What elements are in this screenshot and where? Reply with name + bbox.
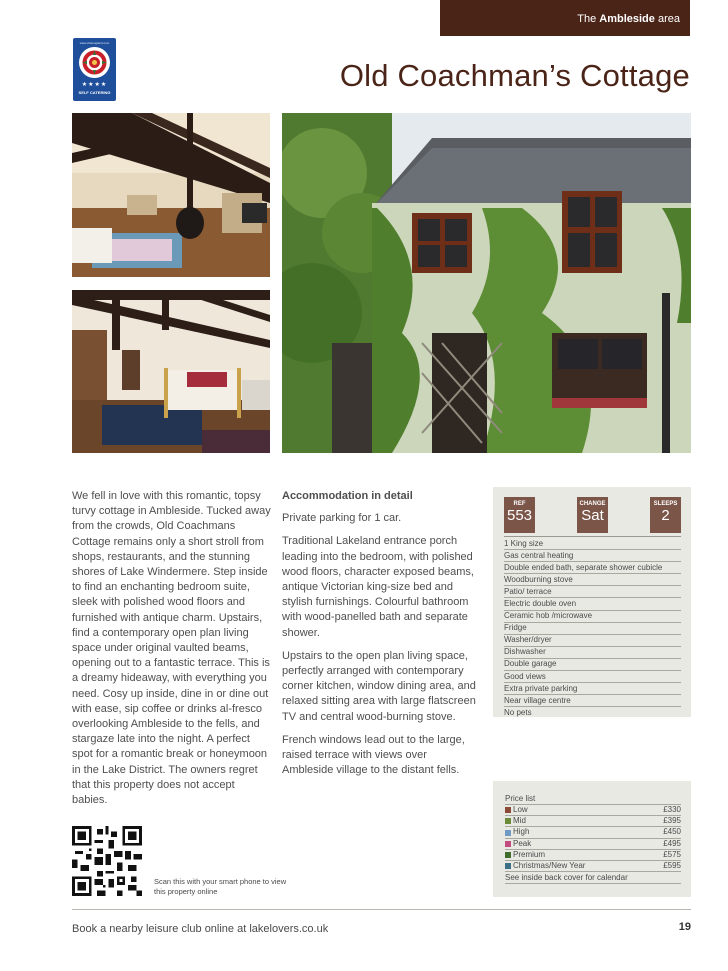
accommodation-paragraph: Private parking for 1 car. <box>282 512 402 525</box>
feature-item: Ceramic hob /microwave <box>504 611 681 623</box>
key-stats <box>504 497 681 533</box>
feature-item: No pets <box>504 707 532 717</box>
season-price: £330 <box>663 805 681 814</box>
footer-divider <box>72 909 691 910</box>
price-list-title: Price list <box>505 793 681 805</box>
feature-item: Electric double oven <box>504 598 681 610</box>
feature-item: Good views <box>504 671 681 683</box>
season-price: £450 <box>663 827 681 837</box>
price-row <box>505 850 681 861</box>
accommodation-paragraph: Upstairs to the open plan living space, perfectly arranged with contemporary corner kitchen, window dining area, and relaxed sitting area with large flatscreen TV and central wood-burning stove. <box>282 649 476 723</box>
season-name: Premium <box>513 849 546 859</box>
season-price: £495 <box>663 838 681 848</box>
price-row <box>505 839 681 850</box>
feature-item: Double ended bath, separate shower cubicle <box>504 562 681 574</box>
season-swatch <box>505 807 511 813</box>
price-row <box>505 816 681 827</box>
season-swatch <box>505 818 511 824</box>
visitengland-badge <box>73 38 116 101</box>
feature-item: Dishwasher <box>504 647 681 659</box>
sleeps-stat <box>650 497 681 533</box>
area-name: Ambleside <box>599 13 655 25</box>
change-label: CHANGE <box>579 501 606 507</box>
accommodation-heading: Accommodation in detail <box>282 490 413 502</box>
season-swatch <box>505 841 511 847</box>
season-name: Low <box>513 805 528 814</box>
qr-caption: Scan this with your smart phone to view this property online <box>154 877 287 896</box>
ref-value: 553 <box>506 507 533 524</box>
intro-description: We fell in love with this romantic, topsy turvy cottage in Ambleside. Tucked away from the crowds, Old Coachmans Cottage remains only a short stroll from shops, restaurants, and the stunning shores of Lake Windermere. Step inside to find an enchanting bedroom suite, sleek with polished wood floors and furnished with antique charm. Upstairs, find a contemporary open plan living space under original vaulted beams, opening out to a fantastic terrace. This is a dreamy hideaway, with everything you need. Cosy up inside, dine in or dine out with ease, sip coffee or drinks al-fresco overlooking Ambleside to the fells, and stargaze late into the night. A perfect spot for a romantic break or honeymoon in the Lake District. The owners regret that this property does not accept babies. <box>72 490 271 807</box>
season-name: High <box>513 827 530 837</box>
sleeps-label: SLEEPS <box>653 501 678 507</box>
calendar-note: See inside back cover for calendar <box>505 872 681 884</box>
price-row <box>505 805 681 816</box>
badge-label: SELF CATERING <box>78 90 111 95</box>
feature-item: Double garage <box>504 659 681 671</box>
cottage-exterior-photo <box>282 113 691 453</box>
feature-item: Patio/ terrace <box>504 586 681 598</box>
season-price: £395 <box>663 816 681 826</box>
bedroom-photo <box>72 290 270 453</box>
season-swatch <box>505 852 511 858</box>
property-facts-box <box>493 487 691 717</box>
living-room-photo <box>72 113 270 277</box>
price-list-box <box>493 781 691 897</box>
feature-item: Fridge <box>504 623 681 635</box>
season-name: Peak <box>513 838 532 848</box>
feature-item: 1 King size <box>504 538 681 550</box>
qr-code[interactable] <box>72 826 142 896</box>
sleeps-value: 2 <box>661 507 670 524</box>
season-name: Mid <box>513 816 526 826</box>
feature-list <box>504 538 681 718</box>
area-prefix: The <box>577 13 597 25</box>
feature-item: Woodburning stove <box>504 574 681 586</box>
season-name: Christmas/New Year <box>513 861 586 871</box>
feature-item: Gas central heating <box>504 550 681 562</box>
season-price: £595 <box>663 861 681 871</box>
accommodation-paragraph: French windows lead out to the large, raised terrace with views over Ambleside village to the distant fells. <box>282 733 465 777</box>
divider <box>504 536 681 537</box>
area-suffix: area <box>657 13 680 25</box>
page-number: 19 <box>678 921 691 933</box>
ref-stat <box>504 497 535 533</box>
price-row <box>505 827 681 838</box>
season-price: £575 <box>663 849 681 859</box>
rose-icon <box>79 47 110 78</box>
feature-item: Near village centre <box>504 695 681 707</box>
price-row <box>505 861 681 872</box>
ref-label: REF <box>513 501 526 507</box>
star-rating: ★★★★ <box>81 82 108 88</box>
footer-link-text[interactable]: Book a nearby leisure club online at lakelovers.co.uk <box>72 923 329 935</box>
area-tab <box>440 0 690 36</box>
change-day-stat <box>577 497 608 533</box>
feature-item: Extra private parking <box>504 683 681 695</box>
season-swatch <box>505 863 511 869</box>
accommodation-details <box>282 489 477 786</box>
badge-url: www.visitengland.com <box>79 41 110 45</box>
season-swatch <box>505 830 511 836</box>
feature-item: Washer/dryer <box>504 635 681 647</box>
page-title: Old Coachman’s Cottage <box>339 58 690 93</box>
change-value: Sat <box>581 507 604 524</box>
accommodation-paragraph: Traditional Lakeland entrance porch leading into the bedroom, with polished wood floors, character exposed beams, antique Victorian king-size bed and stylish furnishings. Colourful bathroom with wood-panelled bath and separate shower. <box>282 535 474 639</box>
